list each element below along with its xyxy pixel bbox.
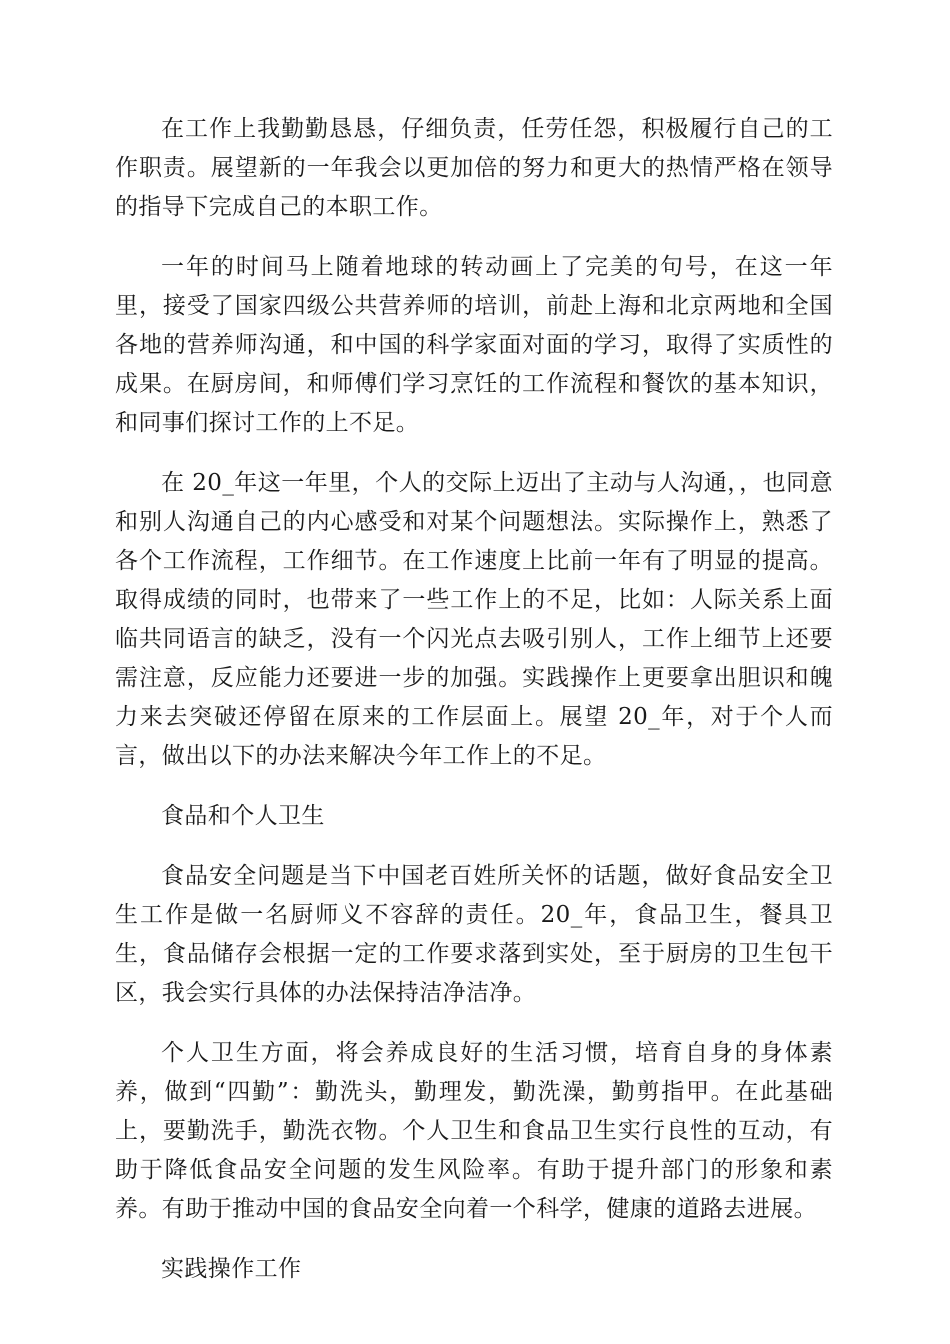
section-heading-practice: 实践操作工作 (161, 1256, 302, 1282)
paragraph-food-safety: 食品安全问题是当下中国老百姓所关怀的话题，做好食品安全卫生工作是做一名厨师义不容辞的责任。20_年，食品卫生，餐具卫生，食品储存会根据一定的工作要求落到实处，至于厨房的卫生包干区，我会实行具体的办法保持洁净洁净。 (115, 863, 833, 1006)
paragraph-personal-progress: 在 20_年这一年里，个人的交际上迈出了主动与人沟通，，也同意和别人沟通自己的内心感受和对某个问题想法。实际操作上，熟悉了各个工作流程，工作细节。在工作速度上比前一年有了明显的提高。取得成绩的同时，也带来了一些工作上的不足，比如：人际关系上面临共同语言的缺乏，没有一个闪光点去吸引别人，工作上细节上还要需注意，反应能力还要进一步的加强。实践操作上更要拿出胆识和魄力来去突破还停留在原来的工作层面上。展望 20_年，对于个人而言，做出以下的办法来解决今年工作上的不足。 (115, 470, 833, 769)
paragraph-year-review: 一年的时间马上随着地球的转动画上了完美的句号，在这一年里，接受了国家四级公共营养师的培训，前赴上海和北京两地和全国各地的营养师沟通，和中国的科学家面对面的学习，取得了实质性的成果。在厨房间，和师傅们学习烹饪的工作流程和餐饮的基本知识，和同事们探讨工作的上不足。 (115, 254, 833, 436)
section-heading-hygiene: 食品和个人卫生 (161, 803, 325, 829)
paragraph-personal-hygiene: 个人卫生方面，将会养成良好的生活习惯，培育自身的身体素养，做到“四勤”：勤洗头，勤理发，勤洗澡，勤剪指甲。在此基础上，要勤洗手，勤洗衣物。个人卫生和食品卫生实行良性的互动，有助于降低食品安全问题的发生风险率。有助于提升部门的形象和素养。有助于推动中国的食品安全向着一个科学，健康的道路去进展。 (115, 1040, 833, 1222)
paragraph-work-attitude: 在工作上我勤勤恳恳，仔细负责，任劳任怨，积极履行自己的工作职责。展望新的一年我会以更加倍的努力和更大的热情严格在领导的指导下完成自己的本职工作。 (115, 116, 833, 220)
document-page (115, 110, 833, 1310)
